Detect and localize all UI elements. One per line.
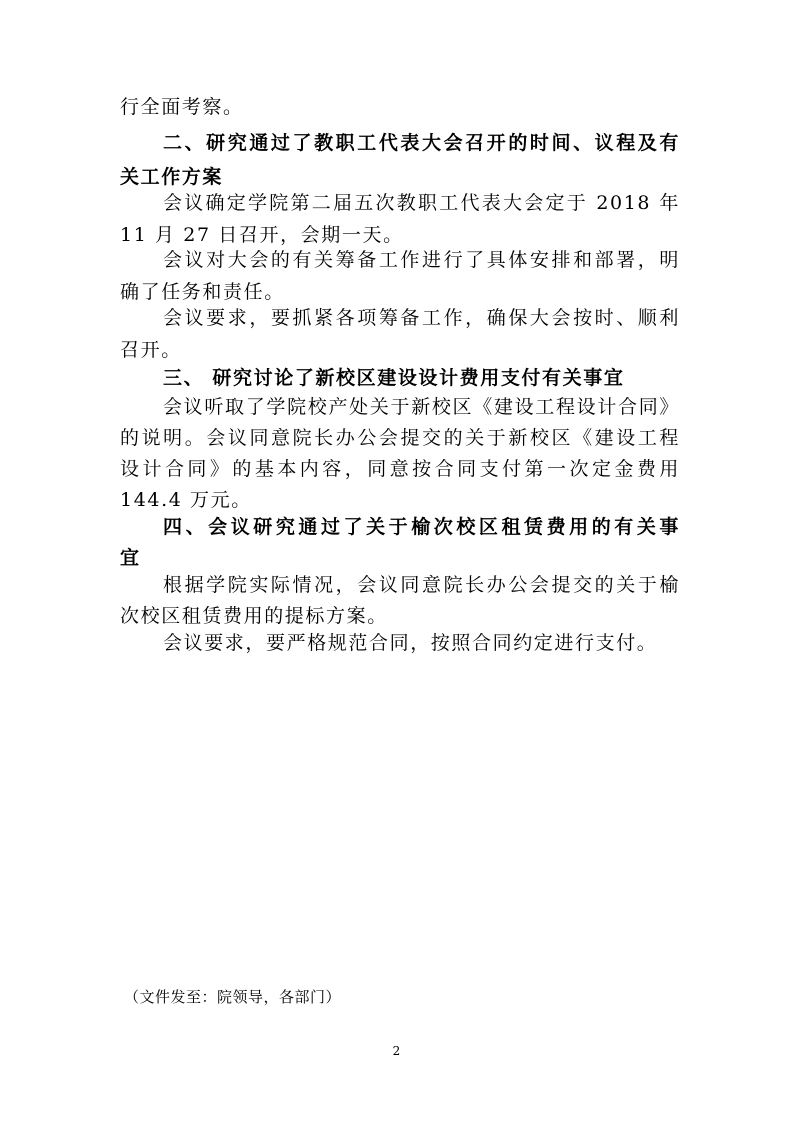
paragraph-line: 召开。 — [120, 339, 182, 361]
paragraph-line: 会议听取了学院校产处关于新校区《建设工程设计合同》 — [163, 396, 680, 418]
paragraph-line: 会议要求，要严格规范合同，按照合同约定进行支付。 — [163, 632, 658, 654]
paragraph-line: 144.4 万元。 — [120, 489, 252, 511]
paragraph-line: 会议要求，要抓紧各项筹备工作，确保大会按时、顺利 — [163, 307, 680, 329]
distribution-note: （文件发至：院领导，各部门） — [124, 988, 342, 1006]
paragraph-line: 次校区租赁费用的提标方案。 — [120, 605, 388, 627]
paragraph-line: 的说明。会议同意院长办公会提交的关于新校区《建设工程 — [120, 427, 680, 449]
paragraph-line: 会议对大会的有关筹备工作进行了具体安排和部署，明 — [163, 249, 680, 271]
paragraph-line: 行全面考察。 — [120, 96, 244, 118]
section-heading-4-cont: 宜 — [120, 547, 141, 569]
paragraph-line: 设计合同》的基本内容，同意按合同支付第一次定金费用 — [120, 458, 680, 480]
paragraph-line: 确了任务和责任。 — [120, 281, 285, 303]
section-heading-4: 四、会议研究通过了关于榆次校区租赁费用的有关事 — [163, 516, 680, 538]
section-heading-2-cont: 关工作方案 — [120, 166, 224, 188]
paragraph-line: 11 月 27 日召开，会期一天。 — [120, 224, 404, 246]
section-heading-3: 三、 研究讨论了新校区建设设计费用支付有关事宜 — [163, 367, 625, 389]
paragraph-line: 根据学院实际情况，会议同意院长办公会提交的关于榆 — [163, 574, 680, 596]
paragraph-line: 会议确定学院第二届五次教职工代表大会定于 2018 年 — [163, 192, 680, 214]
page-number: 2 — [392, 1044, 401, 1058]
section-heading-2: 二、研究通过了教职工代表大会召开的时间、议程及有 — [163, 132, 680, 154]
